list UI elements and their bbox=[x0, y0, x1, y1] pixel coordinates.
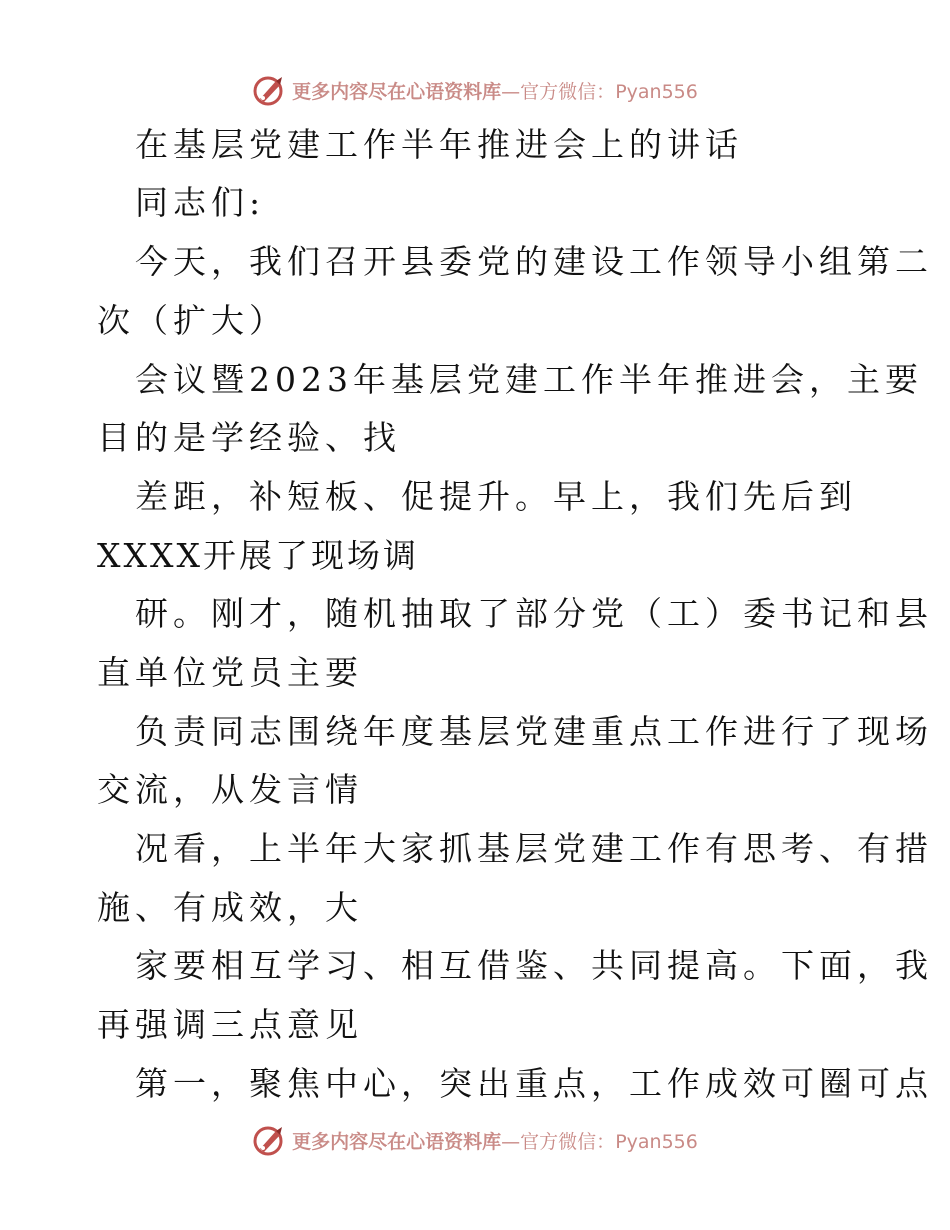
watermark-dash: — bbox=[501, 80, 521, 103]
watermark-dash: — bbox=[501, 1130, 521, 1153]
paragraph-line: 次（扩大） bbox=[97, 301, 287, 340]
watermark-wechat-label: 官方微信： bbox=[520, 80, 616, 103]
salutation: 同志们: bbox=[135, 183, 266, 222]
watermark-wechat-id: Pyan556 bbox=[615, 1130, 698, 1153]
watermark-header bbox=[0, 70, 950, 110]
paragraph-line: 目的是学经验、找 bbox=[97, 418, 401, 457]
watermark-wechat-label: 官方微信： bbox=[520, 1130, 616, 1153]
paragraph-line: 今天，我们召开县委党的建设工作领导小组第二 bbox=[135, 242, 933, 281]
paragraph-line: 交流，从发言情 bbox=[97, 770, 363, 809]
watermark-text bbox=[292, 1127, 698, 1154]
watermark-footer bbox=[0, 1120, 950, 1160]
paragraph-line: XXXX开展了现场调 bbox=[97, 536, 419, 575]
paragraph-line: 施、有成效，大 bbox=[97, 888, 363, 927]
paragraph-line: 差距，补短板、促提升。早上，我们先后到 bbox=[135, 477, 857, 516]
paragraph-line: 再强调三点意见 bbox=[97, 1005, 363, 1044]
watermark-wechat-id: Pyan556 bbox=[615, 80, 698, 103]
paragraph-line: 研。刚才，随机抽取了部分党（工）委书记和县 bbox=[135, 594, 933, 633]
paragraph-line: 直单位党员主要 bbox=[97, 653, 363, 692]
pen-logo-icon bbox=[252, 73, 286, 107]
paragraph-line: 家要相互学习、相互借鉴、共同提高。下面，我 bbox=[135, 946, 933, 985]
section-heading: 第一，聚焦中心，突出重点，工作成效可圈可点 bbox=[135, 1064, 933, 1103]
watermark-site: 更多内容尽在心语资料库 bbox=[292, 1130, 502, 1153]
watermark-text bbox=[292, 77, 698, 104]
document-title: 在基层党建工作半年推进会上的讲话 bbox=[135, 125, 743, 164]
paragraph-line: 况看，上半年大家抓基层党建工作有思考、有措 bbox=[135, 829, 933, 868]
paragraph-line: 负责同志围绕年度基层党建重点工作进行了现场 bbox=[135, 712, 933, 751]
pen-logo-icon bbox=[252, 1123, 286, 1157]
watermark-site: 更多内容尽在心语资料库 bbox=[292, 80, 502, 103]
paragraph-line: 会议暨2023年基层党建工作半年推进会，主要 bbox=[135, 360, 923, 399]
